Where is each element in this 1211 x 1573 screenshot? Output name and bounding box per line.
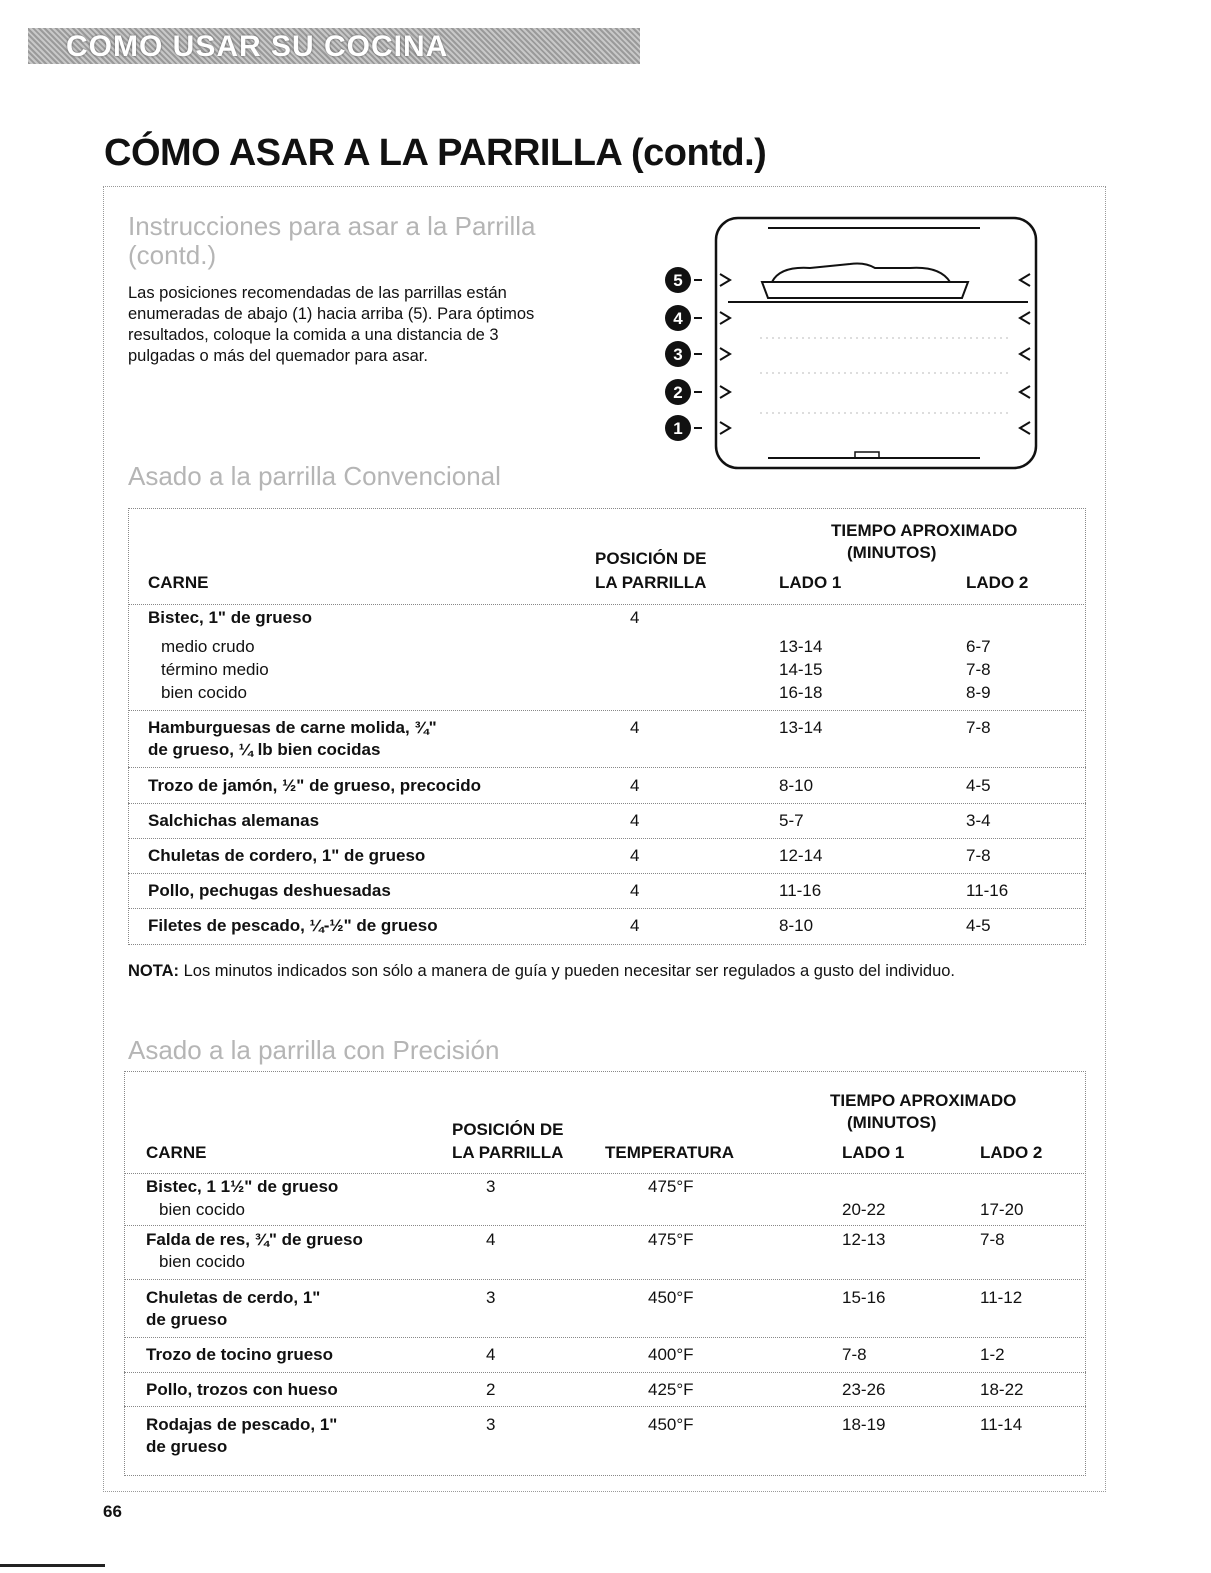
row-name: término medio [161,660,269,679]
row-name-sub: bien cocido [159,1200,246,1219]
row-name-continued: de grueso [146,1310,228,1329]
row-name: Falda de res, ¾" de grueso [146,1230,363,1249]
row-divider [128,873,1086,874]
row-lado1: 13-14 [779,637,823,656]
page-number: 66 [103,1502,122,1521]
row-lado2: 7-8 [966,718,991,737]
row-lado1: 20-22 [842,1200,886,1219]
row-lado2: 11-12 [980,1288,1023,1307]
row-temperature: 450°F [648,1288,694,1307]
heading-line-2: (contd.) [128,239,217,270]
row-lado1: 16-18 [779,683,823,702]
row-temperature: 400°F [648,1345,694,1364]
rack-position-4-icon [665,305,730,331]
row-lado1: 12-13 [842,1230,886,1249]
heading-line-1: Instrucciones para asar a la Parrilla [128,211,536,241]
header-lado2: LADO 2 [966,573,1029,592]
section-heading-precision: Asado a la parrilla con Precisión [128,1035,500,1065]
row-position: 4 [630,846,640,865]
header-parrilla: LA PARRILLA [452,1143,564,1162]
row-divider [124,1337,1086,1338]
rack-label-5: 5 [673,271,683,290]
row-name: Hamburguesas de carne molida, ¾" [148,718,437,737]
note-text: Los minutos indicados son sólo a manera de guía y pueden necesitar ser regulados a gusto del individuo. [179,962,956,980]
row-name: Bistec, 1" de grueso [148,608,312,627]
row-name: Salchichas alemanas [148,811,320,830]
row-divider [128,803,1086,804]
rack-position-1-icon [665,415,730,441]
row-name: Pollo, trozos con hueso [146,1380,338,1399]
row-lado1: 5-7 [779,811,804,830]
header-temperatura: TEMPERATURA [605,1143,735,1162]
row-divider [124,1372,1086,1373]
row-lado2: 4-5 [966,776,991,795]
row-lado2: 11-16 [966,881,1009,900]
row-position: 3 [486,1177,496,1196]
row-position: 4 [630,608,640,627]
row-divider [124,1406,1086,1407]
row-divider [128,710,1086,711]
section-header-band [28,28,640,64]
header-tiempo: TIEMPO APROXIMADO [831,521,1018,540]
note-paragraph [128,960,1068,982]
row-lado1: 8-10 [779,916,814,935]
row-divider [124,1173,1086,1174]
header-tiempo: TIEMPO APROXIMADO [830,1091,1017,1110]
rack-label-1: 1 [673,419,683,438]
row-name: Chuletas de cordero, 1" de grueso [148,846,426,865]
oven-rack-diagram [650,208,1050,478]
header-carne: CARNE [146,1143,207,1162]
header-lado1: LADO 1 [842,1143,905,1162]
intro-paragraph: Las posiciones recomendadas de las parrillas están enumeradas de abajo (1) hacia arriba (5). Para óptimos resultados, coloque la comida a una distancia de 3 pulgadas o más del quemador para asar. [128,284,535,365]
header-minutos: (MINUTOS) [847,1113,937,1132]
row-name: Trozo de jamón, ½" de grueso, precocido [148,776,482,795]
row-lado2: 6-7 [966,637,991,656]
row-position: 4 [486,1230,496,1249]
row-name: Trozo de tocino grueso [146,1345,334,1364]
row-temperature: 475°F [648,1177,694,1196]
row-name: Chuletas de cerdo, 1" [146,1288,321,1307]
row-divider [124,1225,1086,1226]
section-heading-instructions [128,212,536,269]
row-lado2: 17-20 [980,1200,1024,1219]
header-lado1: LADO 1 [779,573,842,592]
row-position: 2 [486,1380,496,1399]
row-divider [128,604,1086,605]
header-minutos: (MINUTOS) [847,543,937,562]
row-name: bien cocido [161,683,248,702]
section-header-text: COMO USAR SU COCINA [66,30,449,63]
rack-position-5-icon [665,267,730,293]
row-lado1: 18-19 [842,1415,886,1434]
rack-labels [665,267,730,441]
row-lado2: 7-8 [966,846,991,865]
row-position: 4 [630,776,640,795]
row-name-continued: de grueso [146,1437,228,1456]
header-carne: CARNE [148,573,209,592]
row-lado2: 7-8 [966,660,991,679]
row-position: 3 [486,1415,496,1434]
row-lado2: 1-2 [980,1345,1005,1364]
note-label: NOTA: [128,962,180,980]
rack-label-3: 3 [673,345,683,364]
row-lado1: 7-8 [842,1345,867,1364]
row-temperature: 425°F [648,1380,694,1399]
row-lado2: 18-22 [980,1380,1024,1399]
row-name: Rodajas de pescado, 1" [146,1415,338,1434]
row-divider [128,908,1086,909]
row-name: medio crudo [161,637,255,656]
row-divider [128,767,1086,768]
row-lado2: 7-8 [980,1230,1005,1249]
row-lado1: 15-16 [842,1288,886,1307]
row-name: Bistec, 1 1½" de grueso [146,1177,339,1196]
rack-position-3-icon [665,341,730,367]
row-lado1: 14-15 [779,660,823,679]
row-lado1: 11-16 [779,881,822,900]
row-temperature: 450°F [648,1415,694,1434]
row-lado2: 11-14 [980,1415,1023,1434]
row-name: Filetes de pescado, ¼-½" de grueso [148,916,438,935]
page-title: CÓMO ASAR A LA PARRILLA (contd.) [104,132,767,174]
row-lado2: 4-5 [966,916,991,935]
rack-label-2: 2 [673,383,683,402]
row-lado2: 3-4 [966,811,991,830]
row-position: 4 [630,718,640,737]
section-heading-conventional: Asado a la parrilla Convencional [128,461,501,491]
header-posicion: POSICIÓN DE [595,549,707,568]
row-lado1: 23-26 [842,1380,886,1399]
row-name-sub: bien cocido [159,1252,246,1271]
row-divider [128,838,1086,839]
rack-position-2-icon [665,379,730,405]
row-lado1: 12-14 [779,846,823,865]
row-position: 4 [486,1345,496,1364]
row-position: 4 [630,811,640,830]
row-position: 3 [486,1288,496,1307]
row-temperature: 475°F [648,1230,694,1249]
row-position: 4 [630,881,640,900]
header-parrilla: LA PARRILLA [595,573,707,592]
row-name-continued: de grueso, ¼ lb bien cocidas [148,740,381,759]
rack-label-4: 4 [673,309,683,328]
header-lado2: LADO 2 [980,1143,1043,1162]
row-lado1: 13-14 [779,718,823,737]
bottom-rule [0,1564,105,1567]
row-name: Pollo, pechugas deshuesadas [148,881,391,900]
row-lado2: 8-9 [966,683,991,702]
row-position: 4 [630,916,640,935]
header-posicion: POSICIÓN DE [452,1120,564,1139]
row-lado1: 8-10 [779,776,814,795]
row-divider [124,1279,1086,1280]
